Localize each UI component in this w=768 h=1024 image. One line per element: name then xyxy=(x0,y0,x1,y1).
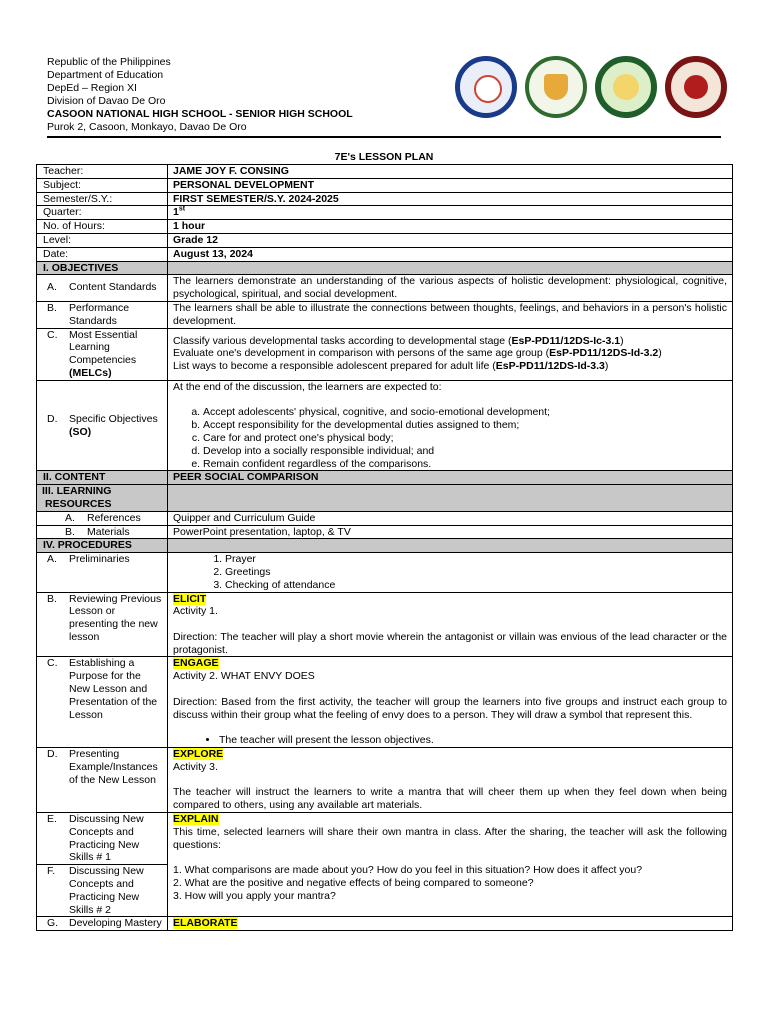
explain-row-e xyxy=(37,813,733,865)
list-item: c. Care for and protect one's physical body; xyxy=(203,432,727,445)
presenting-cell xyxy=(37,748,168,813)
melc-cell xyxy=(37,328,168,380)
list-item: a. Accept adolescents' physical, cognitive, and socio-emotional development; xyxy=(203,406,727,419)
item-letter: D. xyxy=(47,412,58,425)
header-line: DepEd – Region XI xyxy=(47,82,137,94)
activity-direction: Direction: Based from the first activity, the teacher will group the learners into five groups and instruct each group to discuss within their group what the feeling of envy does to a person. They will draw a symbol that represent this. xyxy=(173,695,727,721)
explore-tag: EXPLORE xyxy=(173,748,224,761)
elaborate-content xyxy=(168,917,733,931)
question-item: 3. How will you apply your mantra? xyxy=(173,889,336,902)
item-letter: C. xyxy=(47,657,58,670)
explain-tag: EXPLAIN xyxy=(173,813,219,826)
preliminaries-cell xyxy=(37,553,168,592)
lesson-plan-table xyxy=(36,164,733,931)
reviewing-label: Reviewing Previous Lesson or presenting the new lesson xyxy=(69,592,162,643)
letterhead xyxy=(47,56,353,134)
melc-code: EsP-PD11/12DS-Ic-3.1 xyxy=(511,334,621,347)
activity-direction: The teacher will instruct the learners to write a mantra that will cheer them up when they feel down when being compared to others, using any available art materials. xyxy=(173,786,727,812)
list-item: 1. Prayer xyxy=(225,553,727,566)
item-letter: A. xyxy=(47,281,57,294)
specific-intro: At the end of the discussion, the learners are expected to: xyxy=(173,380,442,393)
melc-end: ) xyxy=(658,347,662,360)
item-letter: B. xyxy=(47,592,57,605)
specific-objectives-label: Specific Objectives xyxy=(69,412,158,425)
header-line: Division of Davao De Oro xyxy=(47,95,166,107)
activity-direction: Direction: The teacher will play a short movie wherein the antagonist or villain was envious of the lead character or the protagonist. xyxy=(173,630,727,656)
specific-objectives-content xyxy=(168,380,733,471)
references-cell xyxy=(37,511,168,525)
objectives-heading: I. OBJECTIVES xyxy=(37,261,168,275)
division-seal-icon xyxy=(595,56,657,118)
explain-text: This time, selected learners will share their own mantra in class. After the sharing, the teacher will ask the following questions: xyxy=(173,825,727,851)
melc-item xyxy=(173,335,727,348)
materials-label: Materials xyxy=(87,525,130,538)
melc-end: ) xyxy=(604,360,609,373)
activity-title: Activity 3. xyxy=(173,760,218,773)
quarter-value xyxy=(168,206,733,220)
melc-text: Evaluate one's development in comparison with persons of the same age group ( xyxy=(173,347,550,360)
item-letter: B. xyxy=(65,525,75,538)
specific-objectives-list xyxy=(173,406,727,470)
info-row xyxy=(37,233,733,247)
resources-heading: III. LEARNING RESOURCES xyxy=(37,485,168,512)
question-item: 1. What comparisons are made about you? How do you feel in this situation? How does it affect you? xyxy=(173,864,643,877)
list-item: 3. Checking of attendance xyxy=(225,579,727,592)
discussing-1-label: Discussing New Concepts and Practicing New Skills # 1 xyxy=(69,813,144,864)
semester-label: Semester/S.Y.: xyxy=(37,192,168,206)
specific-objectives-row xyxy=(37,380,733,471)
level-value: Grade 12 xyxy=(168,233,733,247)
discussing-2-cell xyxy=(37,865,168,917)
quarter-number: 1 xyxy=(173,206,179,219)
performance-standards-text: The learners shall be able to illustrate the connections between thoughts, feelings, and behaviors in a person's holistic development. xyxy=(168,301,733,328)
melc-text: List ways to become a responsible adolescent prepared for adult life ( xyxy=(173,360,496,373)
melc-row xyxy=(37,328,733,380)
semester-value: FIRST SEMESTER/S.Y. 2024-2025 xyxy=(168,192,733,206)
preliminaries-content xyxy=(168,553,733,592)
melc-text: Classify various developmental tasks according to developmental stage ( xyxy=(173,334,512,347)
elaborate-tag: ELABORATE xyxy=(173,917,238,930)
list-item: e. Remain confident regardless of the comparisons. xyxy=(203,458,727,471)
page-title: 7E's LESSON PLAN xyxy=(334,151,434,163)
content-standards-label: Content Standards xyxy=(69,281,157,294)
specific-objectives-cell xyxy=(37,380,168,471)
performance-standards-label: Performance Standards xyxy=(69,301,130,327)
explore-content xyxy=(168,748,733,813)
activity-title: Activity 2. WHAT ENVY DOES xyxy=(173,670,315,683)
list-item: • The teacher will present the lesson objectives. xyxy=(219,734,727,747)
item-letter: A. xyxy=(47,553,57,566)
melc-end: ) xyxy=(620,334,624,347)
teacher-label: Teacher: xyxy=(37,165,168,179)
school-seal-icon xyxy=(665,56,727,118)
info-row xyxy=(37,206,733,220)
preliminaries-label: Preliminaries xyxy=(69,553,130,566)
references-label: References xyxy=(87,511,141,524)
content-standards-row xyxy=(37,275,733,302)
engage-tag: ENGAGE xyxy=(173,657,219,670)
content-standards-text: The learners demonstrate an understanding of the various aspects of holistic development: physiological, cognitive, psychological, spiritual, and social development. xyxy=(168,275,733,302)
discussing-2-label: Discussing New Concepts and Practicing New Skills # 2 xyxy=(69,865,144,916)
developing-mastery-label: Developing Mastery xyxy=(69,917,162,930)
section-header-blank xyxy=(168,485,733,512)
content-value: PEER SOCIAL COMPARISON xyxy=(168,471,733,485)
explore-row xyxy=(37,748,733,813)
melc-item xyxy=(173,360,727,373)
section-header-row xyxy=(37,261,733,275)
section-header-blank xyxy=(168,261,733,275)
melc-label-abbr: (MELCs) xyxy=(69,366,112,379)
list-item: d. Develop into a socially responsible individual; and xyxy=(203,445,727,458)
header-line: Department of Education xyxy=(47,69,164,81)
elaborate-row xyxy=(37,917,733,931)
header-divider xyxy=(47,136,721,138)
references-value: Quipper and Curriculum Guide xyxy=(168,511,733,525)
establishing-label: Establishing a Purpose for the New Lesson and Presentation of the Lesson xyxy=(69,657,158,721)
info-row xyxy=(37,165,733,179)
info-row xyxy=(37,220,733,234)
subject-label: Subject: xyxy=(37,178,168,192)
seal-logos xyxy=(455,56,727,116)
materials-row xyxy=(37,525,733,539)
content-heading: II. CONTENT xyxy=(37,471,168,485)
hours-label: No. of Hours: xyxy=(37,220,168,234)
engage-row xyxy=(37,657,733,748)
date-label: Date: xyxy=(37,247,168,261)
deped-seal-icon xyxy=(455,56,517,118)
explain-content xyxy=(168,813,733,917)
section-header-blank xyxy=(168,539,733,553)
quarter-label: Quarter: xyxy=(37,206,168,220)
engage-content xyxy=(168,657,733,748)
melc-item xyxy=(173,347,727,360)
quarter-suffix: st xyxy=(178,205,186,213)
references-row xyxy=(37,511,733,525)
item-letter: A. xyxy=(65,511,75,524)
elicit-content xyxy=(168,592,733,657)
section-header-row xyxy=(37,471,733,485)
list-item: 2. Greetings xyxy=(225,566,727,579)
preliminaries-row xyxy=(37,553,733,592)
performance-standards-cell xyxy=(37,301,168,328)
section-header-row xyxy=(37,539,733,553)
elicit-tag: ELICIT xyxy=(173,592,207,605)
performance-standards-row xyxy=(37,301,733,328)
melc-code: EsP-PD11/12DS-Id-3.2 xyxy=(549,347,659,360)
melc-code: EsP-PD11/12DS-Id-3.3 xyxy=(495,360,605,373)
preliminaries-list xyxy=(173,553,727,591)
engage-bullets xyxy=(173,734,727,747)
info-row xyxy=(37,247,733,261)
materials-cell xyxy=(37,525,168,539)
item-letter: B. xyxy=(47,301,57,314)
item-letter: F. xyxy=(47,865,56,878)
teacher-value: JAME JOY F. CONSING xyxy=(168,165,733,179)
item-letter: E. xyxy=(47,813,57,826)
school-address: Purok 2, Casoon, Monkayo, Davao De Oro xyxy=(47,121,247,133)
elicit-row xyxy=(37,592,733,657)
info-row xyxy=(37,192,733,206)
info-row xyxy=(37,178,733,192)
region-seal-icon xyxy=(525,56,587,118)
subject-value: PERSONAL DEVELOPMENT xyxy=(168,178,733,192)
materials-value: PowerPoint presentation, laptop, & TV xyxy=(168,525,733,539)
level-label: Level: xyxy=(37,233,168,247)
item-letter: G. xyxy=(47,917,59,930)
hours-value: 1 hour xyxy=(168,220,733,234)
developing-mastery-cell xyxy=(37,917,168,931)
activity-title: Activity 1. xyxy=(173,605,218,618)
header-line: Republic of the Philippines xyxy=(47,56,171,68)
reviewing-cell xyxy=(37,592,168,657)
melc-content xyxy=(168,328,733,380)
section-header-row xyxy=(37,485,733,512)
procedures-heading: IV. PROCEDURES xyxy=(37,539,168,553)
item-letter: C. xyxy=(47,328,58,341)
school-name: CASOON NATIONAL HIGH SCHOOL - SENIOR HIGH SCHOOL xyxy=(47,108,353,120)
establishing-cell xyxy=(37,657,168,748)
discussing-1-cell xyxy=(37,813,168,865)
melc-label: Most Essential Learning Competencies xyxy=(69,328,138,367)
specific-objectives-abbr: (SO) xyxy=(69,425,92,438)
list-item: b. Accept responsibility for the developmental duties assigned to them; xyxy=(203,419,727,432)
presenting-label: Presenting Example/Instances of the New Lesson xyxy=(69,748,158,786)
item-letter: D. xyxy=(47,748,58,761)
content-standards-cell xyxy=(37,275,168,302)
date-value: August 13, 2024 xyxy=(168,247,733,261)
question-item: 2. What are the positive and negative effects of being compared to someone? xyxy=(173,877,534,890)
